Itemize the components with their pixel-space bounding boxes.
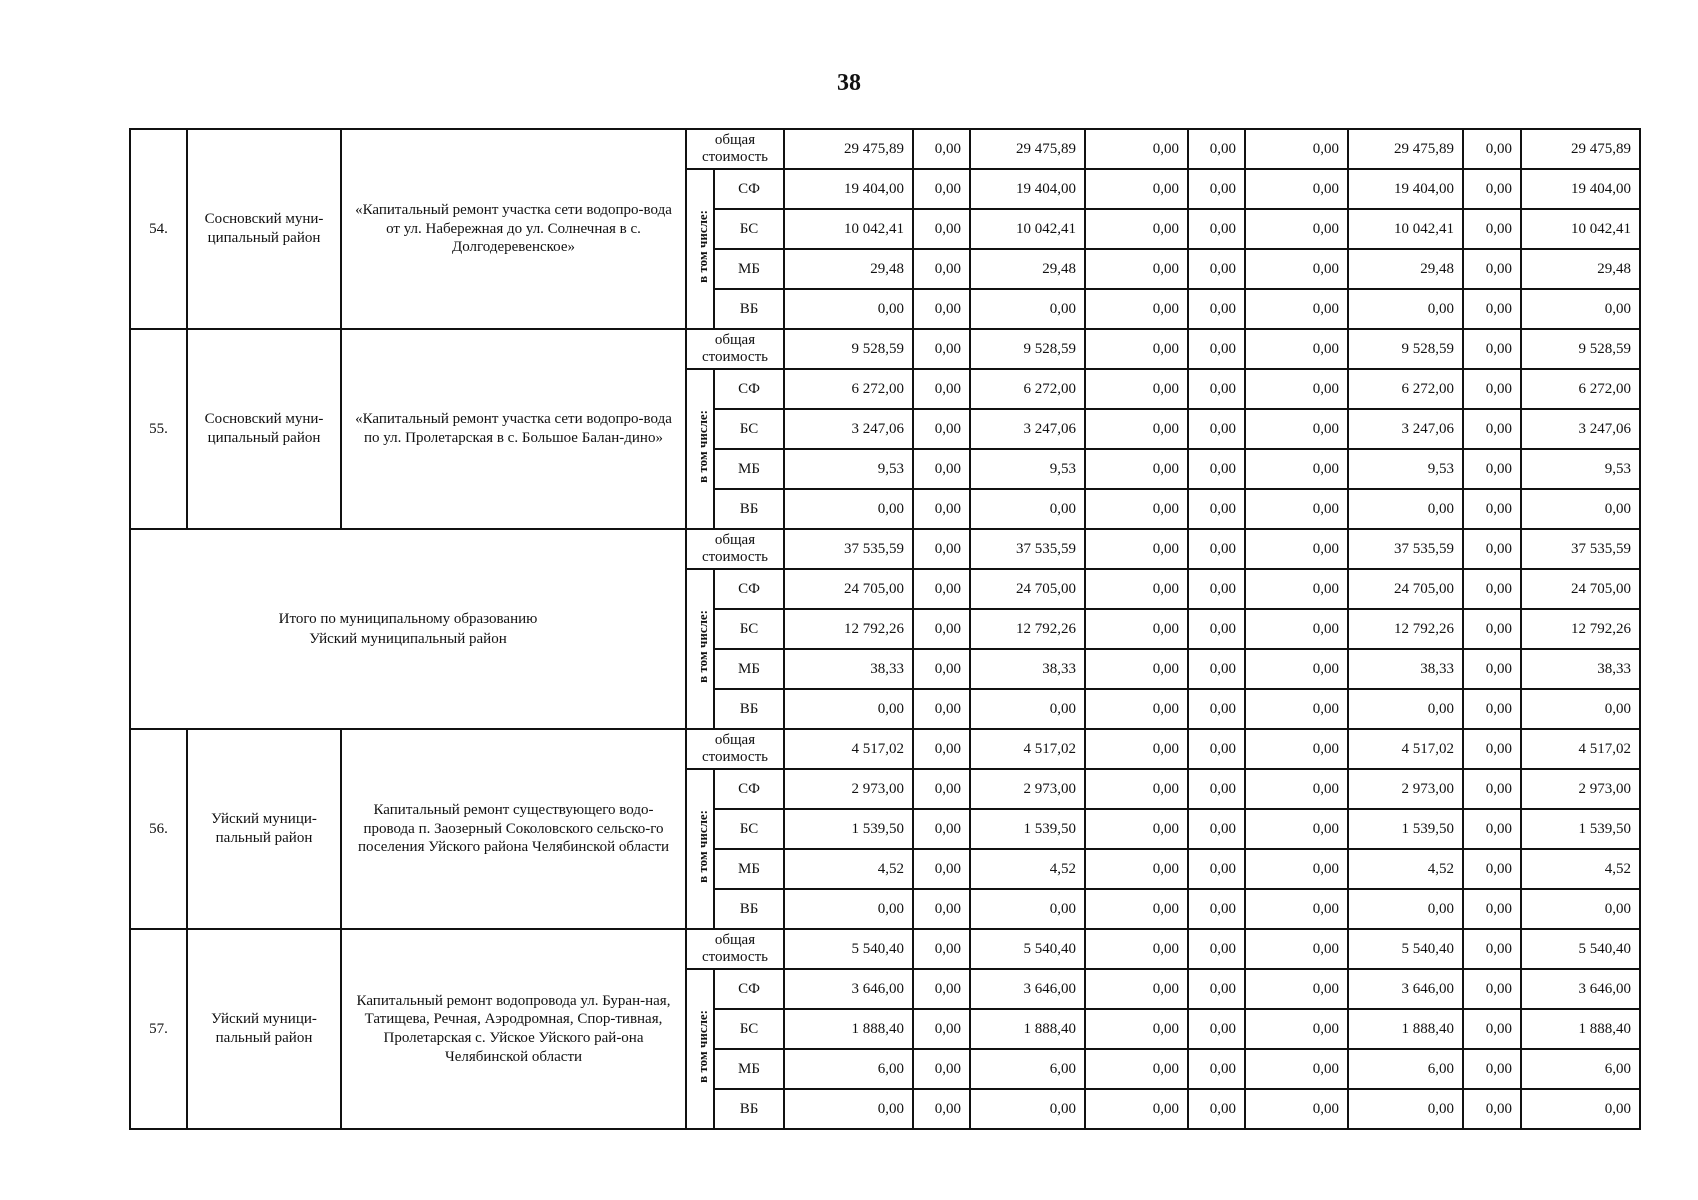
value-cell: 0,00	[1188, 729, 1245, 769]
value-cell: 0,00	[1245, 1089, 1348, 1129]
value-cell: 1 888,40	[784, 1009, 913, 1049]
value-cell: 0,00	[1085, 329, 1188, 369]
value-cell: 0,00	[1188, 1049, 1245, 1089]
table-row	[130, 529, 1640, 569]
value-cell: 0,00	[1463, 809, 1521, 849]
project-description: «Капитальный ремонт участка сети водопро-вода по ул. Пролетарская в с. Большое Балан-дино»	[341, 329, 686, 529]
value-cell: 6 272,00	[970, 369, 1085, 409]
value-cell: 0,00	[1463, 489, 1521, 529]
value-cell: 19 404,00	[1521, 169, 1640, 209]
value-cell: 9 528,59	[784, 329, 913, 369]
value-cell: 0,00	[1463, 529, 1521, 569]
value-cell: 0,00	[1521, 289, 1640, 329]
value-cell: 6,00	[1521, 1049, 1640, 1089]
value-cell: 0,00	[913, 1089, 970, 1129]
value-cell: 0,00	[1245, 849, 1348, 889]
value-cell: 0,00	[913, 489, 970, 529]
value-cell: 0,00	[1085, 609, 1188, 649]
value-cell: 29 475,89	[970, 129, 1085, 169]
value-cell: 0,00	[784, 489, 913, 529]
value-cell: 0,00	[1188, 529, 1245, 569]
value-cell: 5 540,40	[1348, 929, 1463, 969]
value-cell: 0,00	[1245, 249, 1348, 289]
value-cell: 3 247,06	[1521, 409, 1640, 449]
value-cell: 0,00	[1521, 889, 1640, 929]
including-label: в том числе:	[695, 410, 710, 483]
value-cell: 0,00	[1245, 529, 1348, 569]
value-cell: 0,00	[1188, 929, 1245, 969]
value-cell: 0,00	[1085, 489, 1188, 529]
value-cell: 37 535,59	[1348, 529, 1463, 569]
value-cell: 9 528,59	[1348, 329, 1463, 369]
value-cell: 0,00	[1188, 249, 1245, 289]
value-cell: 0,00	[1085, 249, 1188, 289]
municipality-name: Сосновский муни-ципальный район	[187, 329, 341, 529]
value-cell: 0,00	[913, 809, 970, 849]
table-row	[130, 129, 1640, 169]
value-cell: 0,00	[1245, 809, 1348, 849]
value-cell: 0,00	[1463, 1009, 1521, 1049]
source-label-БС: БС	[714, 209, 784, 249]
value-cell: 0,00	[1245, 969, 1348, 1009]
value-cell: 0,00	[1463, 209, 1521, 249]
value-cell: 0,00	[1085, 409, 1188, 449]
value-cell: 0,00	[784, 689, 913, 729]
row-number: 55.	[130, 329, 187, 529]
value-cell: 19 404,00	[784, 169, 913, 209]
value-cell: 0,00	[1188, 809, 1245, 849]
value-cell: 2 973,00	[1521, 769, 1640, 809]
value-cell: 0,00	[913, 289, 970, 329]
total-cost-label: общая стоимость	[686, 929, 784, 969]
value-cell: 4 517,02	[970, 729, 1085, 769]
value-cell: 0,00	[1245, 289, 1348, 329]
value-cell: 10 042,41	[1348, 209, 1463, 249]
total-cost-label: общая стоимость	[686, 529, 784, 569]
value-cell: 0,00	[1463, 329, 1521, 369]
value-cell: 0,00	[1463, 889, 1521, 929]
value-cell: 24 705,00	[784, 569, 913, 609]
total-cost-label: общая стоимость	[686, 729, 784, 769]
including-label-cell	[686, 169, 714, 329]
value-cell: 0,00	[913, 409, 970, 449]
row-number: 57.	[130, 929, 187, 1129]
value-cell: 0,00	[784, 289, 913, 329]
value-cell: 0,00	[1188, 609, 1245, 649]
value-cell: 0,00	[913, 169, 970, 209]
value-cell: 1 888,40	[1348, 1009, 1463, 1049]
value-cell: 29,48	[784, 249, 913, 289]
value-cell: 1 539,50	[970, 809, 1085, 849]
source-label-МБ: МБ	[714, 1049, 784, 1089]
value-cell: 0,00	[1521, 1089, 1640, 1129]
value-cell: 1 888,40	[970, 1009, 1085, 1049]
value-cell: 0,00	[1463, 129, 1521, 169]
value-cell: 19 404,00	[970, 169, 1085, 209]
total-label-line: Итого по муниципальному образованию	[278, 610, 538, 627]
source-label-БС: БС	[714, 1009, 784, 1049]
source-label-ВБ: ВБ	[714, 289, 784, 329]
value-cell: 0,00	[913, 929, 970, 969]
value-cell: 12 792,26	[970, 609, 1085, 649]
value-cell: 0,00	[913, 969, 970, 1009]
value-cell: 0,00	[1245, 729, 1348, 769]
value-cell: 0,00	[1188, 489, 1245, 529]
value-cell: 3 247,06	[784, 409, 913, 449]
including-label-cell	[686, 769, 714, 929]
value-cell: 0,00	[1463, 969, 1521, 1009]
value-cell: 9,53	[1348, 449, 1463, 489]
total-label	[130, 529, 686, 729]
value-cell: 0,00	[1245, 889, 1348, 929]
value-cell: 0,00	[1188, 969, 1245, 1009]
value-cell: 0,00	[1188, 1089, 1245, 1129]
value-cell: 0,00	[1463, 449, 1521, 489]
value-cell: 12 792,26	[784, 609, 913, 649]
value-cell: 0,00	[1085, 889, 1188, 929]
table-row	[130, 929, 1640, 969]
value-cell: 0,00	[1245, 169, 1348, 209]
value-cell: 0,00	[1245, 209, 1348, 249]
value-cell: 0,00	[970, 489, 1085, 529]
value-cell: 0,00	[1463, 769, 1521, 809]
total-cost-label: общая стоимость	[686, 129, 784, 169]
value-cell: 0,00	[970, 1089, 1085, 1129]
value-cell: 2 973,00	[1348, 769, 1463, 809]
value-cell: 5 540,40	[970, 929, 1085, 969]
value-cell: 4 517,02	[1348, 729, 1463, 769]
value-cell: 0,00	[913, 329, 970, 369]
value-cell: 24 705,00	[1521, 569, 1640, 609]
value-cell: 0,00	[784, 1089, 913, 1129]
value-cell: 37 535,59	[1521, 529, 1640, 569]
value-cell: 0,00	[1463, 729, 1521, 769]
value-cell: 0,00	[913, 369, 970, 409]
value-cell: 3 646,00	[784, 969, 913, 1009]
including-label: в том числе:	[695, 610, 710, 683]
value-cell: 3 247,06	[970, 409, 1085, 449]
value-cell: 0,00	[913, 129, 970, 169]
value-cell: 0,00	[1463, 1049, 1521, 1089]
value-cell: 0,00	[1085, 289, 1188, 329]
value-cell: 0,00	[913, 889, 970, 929]
source-label-СФ: СФ	[714, 769, 784, 809]
value-cell: 0,00	[1463, 1089, 1521, 1129]
value-cell: 0,00	[913, 849, 970, 889]
value-cell: 3 646,00	[1521, 969, 1640, 1009]
value-cell: 0,00	[1085, 1009, 1188, 1049]
value-cell: 0,00	[1085, 729, 1188, 769]
value-cell: 29 475,89	[784, 129, 913, 169]
value-cell: 0,00	[1085, 969, 1188, 1009]
value-cell: 0,00	[1521, 689, 1640, 729]
value-cell: 0,00	[1245, 689, 1348, 729]
value-cell: 29,48	[1348, 249, 1463, 289]
value-cell: 0,00	[1085, 769, 1188, 809]
value-cell: 1 539,50	[1348, 809, 1463, 849]
value-cell: 0,00	[1188, 409, 1245, 449]
value-cell: 0,00	[1188, 1009, 1245, 1049]
value-cell: 10 042,41	[970, 209, 1085, 249]
value-cell: 38,33	[970, 649, 1085, 689]
value-cell: 0,00	[1245, 1049, 1348, 1089]
page-number: 38	[837, 70, 861, 96]
value-cell: 0,00	[1188, 289, 1245, 329]
including-label-cell	[686, 969, 714, 1129]
value-cell: 10 042,41	[784, 209, 913, 249]
value-cell: 0,00	[1463, 249, 1521, 289]
value-cell: 0,00	[1188, 369, 1245, 409]
value-cell: 0,00	[1188, 329, 1245, 369]
value-cell: 9 528,59	[1521, 329, 1640, 369]
value-cell: 0,00	[1085, 169, 1188, 209]
value-cell: 2 973,00	[784, 769, 913, 809]
source-label-СФ: СФ	[714, 969, 784, 1009]
value-cell: 0,00	[970, 689, 1085, 729]
value-cell: 0,00	[1348, 489, 1463, 529]
value-cell: 1 539,50	[1521, 809, 1640, 849]
value-cell: 0,00	[1188, 169, 1245, 209]
value-cell: 1 539,50	[784, 809, 913, 849]
value-cell: 0,00	[913, 209, 970, 249]
value-cell: 0,00	[1085, 809, 1188, 849]
value-cell: 0,00	[1085, 529, 1188, 569]
total-cost-label: общая стоимость	[686, 329, 784, 369]
value-cell: 0,00	[1085, 689, 1188, 729]
source-label-СФ: СФ	[714, 169, 784, 209]
value-cell: 0,00	[913, 1049, 970, 1089]
value-cell: 4,52	[784, 849, 913, 889]
value-cell: 0,00	[1348, 889, 1463, 929]
value-cell: 0,00	[1085, 1049, 1188, 1089]
value-cell: 3 646,00	[970, 969, 1085, 1009]
source-label-МБ: МБ	[714, 849, 784, 889]
value-cell: 0,00	[1348, 689, 1463, 729]
value-cell: 0,00	[1245, 929, 1348, 969]
value-cell: 0,00	[1245, 329, 1348, 369]
including-label-cell	[686, 369, 714, 529]
value-cell: 0,00	[1085, 569, 1188, 609]
value-cell: 0,00	[1245, 489, 1348, 529]
value-cell: 0,00	[1463, 569, 1521, 609]
value-cell: 2 973,00	[970, 769, 1085, 809]
value-cell: 0,00	[1245, 409, 1348, 449]
source-label-ВБ: ВБ	[714, 689, 784, 729]
source-label-СФ: СФ	[714, 569, 784, 609]
value-cell: 6 272,00	[784, 369, 913, 409]
value-cell: 0,00	[913, 569, 970, 609]
value-cell: 0,00	[1463, 369, 1521, 409]
source-label-ВБ: ВБ	[714, 489, 784, 529]
budget-table	[129, 128, 1641, 1130]
value-cell: 5 540,40	[1521, 929, 1640, 969]
value-cell: 6,00	[1348, 1049, 1463, 1089]
value-cell: 0,00	[1085, 1089, 1188, 1129]
value-cell: 0,00	[913, 689, 970, 729]
project-description: Капитальный ремонт водопровода ул. Буран-ная, Татищева, Речная, Аэродромная, Спор-тивная, Пролетарская с. Уйское Уйского рай-она Челябинской области	[341, 929, 686, 1129]
total-label-line: Уйский муниципальный район	[309, 631, 507, 647]
value-cell: 0,00	[1348, 289, 1463, 329]
value-cell: 37 535,59	[970, 529, 1085, 569]
value-cell: 9,53	[970, 449, 1085, 489]
value-cell: 0,00	[1188, 849, 1245, 889]
value-cell: 5 540,40	[784, 929, 913, 969]
value-cell: 0,00	[1245, 449, 1348, 489]
value-cell: 0,00	[1085, 849, 1188, 889]
value-cell: 4,52	[1348, 849, 1463, 889]
value-cell: 0,00	[1085, 129, 1188, 169]
value-cell: 0,00	[1245, 649, 1348, 689]
value-cell: 0,00	[1463, 929, 1521, 969]
value-cell: 12 792,26	[1521, 609, 1640, 649]
value-cell: 0,00	[1463, 169, 1521, 209]
value-cell: 0,00	[913, 769, 970, 809]
value-cell: 0,00	[1085, 929, 1188, 969]
source-label-МБ: МБ	[714, 249, 784, 289]
value-cell: 12 792,26	[1348, 609, 1463, 649]
value-cell: 0,00	[1188, 449, 1245, 489]
table-row	[130, 729, 1640, 769]
value-cell: 0,00	[913, 249, 970, 289]
value-cell: 0,00	[913, 1009, 970, 1049]
value-cell: 29,48	[970, 249, 1085, 289]
including-label: в том числе:	[695, 210, 710, 283]
value-cell: 19 404,00	[1348, 169, 1463, 209]
source-label-МБ: МБ	[714, 649, 784, 689]
value-cell: 6 272,00	[1521, 369, 1640, 409]
value-cell: 0,00	[1245, 569, 1348, 609]
value-cell: 0,00	[913, 649, 970, 689]
value-cell: 4,52	[970, 849, 1085, 889]
value-cell: 0,00	[1188, 649, 1245, 689]
value-cell: 29,48	[1521, 249, 1640, 289]
value-cell: 0,00	[1188, 569, 1245, 609]
value-cell: 24 705,00	[970, 569, 1085, 609]
value-cell: 0,00	[1245, 1009, 1348, 1049]
value-cell: 0,00	[913, 609, 970, 649]
value-cell: 0,00	[1245, 369, 1348, 409]
municipality-name: Уйский муници-пальный район	[187, 729, 341, 929]
value-cell: 0,00	[1245, 769, 1348, 809]
including-label-cell	[686, 569, 714, 729]
value-cell: 0,00	[1245, 609, 1348, 649]
value-cell: 4 517,02	[784, 729, 913, 769]
value-cell: 0,00	[1085, 649, 1188, 689]
value-cell: 0,00	[1188, 209, 1245, 249]
value-cell: 0,00	[1463, 849, 1521, 889]
value-cell: 0,00	[1348, 1089, 1463, 1129]
table-row	[130, 329, 1640, 369]
project-description: Капитальный ремонт существующего водо-провода п. Заозерный Соколовского сельско-го поселения Уйского района Челябинской области	[341, 729, 686, 929]
source-label-ВБ: ВБ	[714, 889, 784, 929]
including-label: в том числе:	[695, 810, 710, 883]
value-cell: 29 475,89	[1521, 129, 1640, 169]
value-cell: 3 646,00	[1348, 969, 1463, 1009]
value-cell: 24 705,00	[1348, 569, 1463, 609]
source-label-БС: БС	[714, 409, 784, 449]
value-cell: 0,00	[1463, 689, 1521, 729]
value-cell: 0,00	[1463, 409, 1521, 449]
value-cell: 6 272,00	[1348, 369, 1463, 409]
value-cell: 0,00	[1085, 449, 1188, 489]
value-cell: 38,33	[784, 649, 913, 689]
value-cell: 4 517,02	[1521, 729, 1640, 769]
value-cell: 0,00	[1188, 689, 1245, 729]
value-cell: 0,00	[1085, 369, 1188, 409]
value-cell: 0,00	[1463, 289, 1521, 329]
value-cell: 0,00	[1188, 889, 1245, 929]
value-cell: 1 888,40	[1521, 1009, 1640, 1049]
value-cell: 0,00	[970, 889, 1085, 929]
value-cell: 37 535,59	[784, 529, 913, 569]
value-cell: 0,00	[1188, 129, 1245, 169]
value-cell: 0,00	[970, 289, 1085, 329]
source-label-БС: БС	[714, 809, 784, 849]
municipality-name: Уйский муници-пальный район	[187, 929, 341, 1129]
value-cell: 38,33	[1348, 649, 1463, 689]
value-cell: 0,00	[784, 889, 913, 929]
value-cell: 0,00	[1463, 649, 1521, 689]
value-cell: 0,00	[1463, 609, 1521, 649]
including-label: в том числе:	[695, 1010, 710, 1083]
row-number: 56.	[130, 729, 187, 929]
value-cell: 29 475,89	[1348, 129, 1463, 169]
row-number: 54.	[130, 129, 187, 329]
value-cell: 0,00	[1521, 489, 1640, 529]
project-description: «Капитальный ремонт участка сети водопро-вода от ул. Набережная до ул. Солнечная в с. Долгодеревенское»	[341, 129, 686, 329]
value-cell: 3 247,06	[1348, 409, 1463, 449]
value-cell: 0,00	[1188, 769, 1245, 809]
value-cell: 0,00	[1245, 129, 1348, 169]
source-label-СФ: СФ	[714, 369, 784, 409]
source-label-МБ: МБ	[714, 449, 784, 489]
value-cell: 38,33	[1521, 649, 1640, 689]
municipality-name: Сосновский муни-ципальный район	[187, 129, 341, 329]
value-cell: 0,00	[1085, 209, 1188, 249]
value-cell: 6,00	[784, 1049, 913, 1089]
value-cell: 10 042,41	[1521, 209, 1640, 249]
value-cell: 6,00	[970, 1049, 1085, 1089]
value-cell: 0,00	[913, 529, 970, 569]
value-cell: 9,53	[1521, 449, 1640, 489]
value-cell: 0,00	[913, 729, 970, 769]
value-cell: 0,00	[913, 449, 970, 489]
source-label-БС: БС	[714, 609, 784, 649]
source-label-ВБ: ВБ	[714, 1089, 784, 1129]
value-cell: 4,52	[1521, 849, 1640, 889]
value-cell: 9 528,59	[970, 329, 1085, 369]
value-cell: 9,53	[784, 449, 913, 489]
